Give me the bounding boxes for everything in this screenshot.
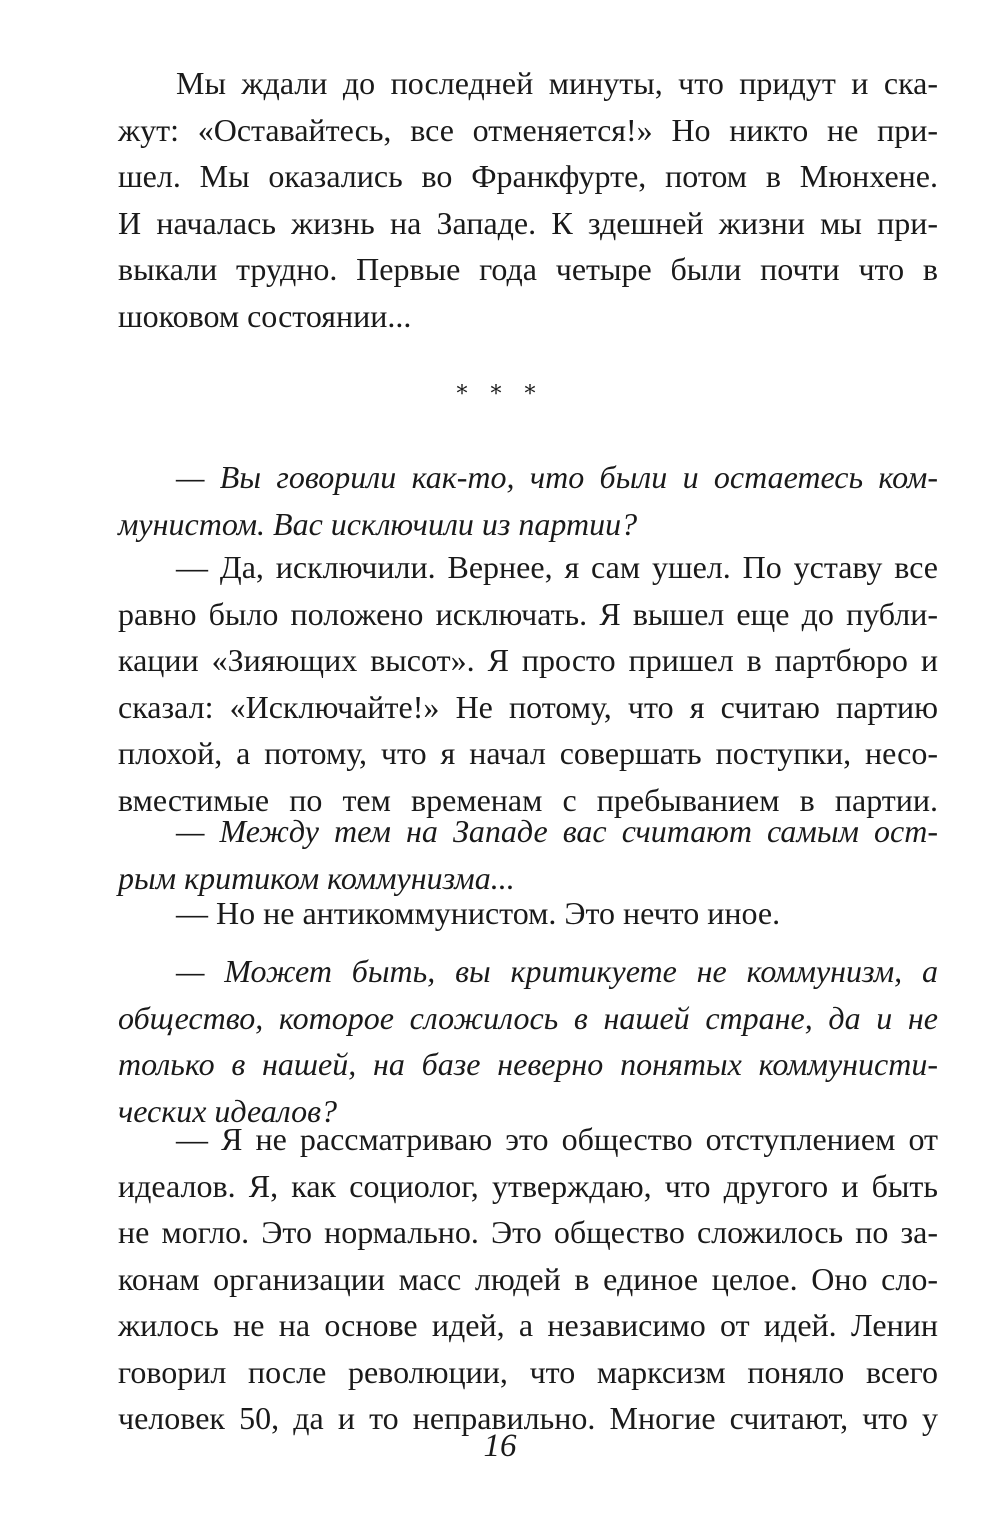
text-line: выкали трудно. Первые года четыре были почти что в [118, 251, 938, 287]
paragraph-intro [118, 60, 938, 339]
question-1 [118, 454, 938, 547]
text-line: — Но не антикоммунистом. Это нечто иное. [176, 895, 781, 931]
question-2 [118, 808, 938, 901]
text-line: не могло. Это нормально. Это общество сложилось по за- [118, 1214, 938, 1250]
text-line: человек 50, да и то неправильно. Многие считают, что у [118, 1400, 938, 1436]
text-line: плохой, а потому, что я начал совершать поступки, несо- [118, 735, 938, 771]
text-line: жут: «Оставайтесь, все отменяется!» Но никто не при- [118, 111, 938, 148]
page-number: 16 [483, 1428, 517, 1464]
text-line: вместимые по тем временам с пребыванием в партии. [118, 781, 938, 818]
text-line: кации «Зияющих высот». Я просто пришел в партбюро и [118, 642, 938, 678]
text-line: Мы ждали до последней минуты, что придут и ска- [176, 65, 938, 101]
text-line: — Вы говорили как-то, что были и остаетесь ком- [176, 459, 938, 495]
answer-2 [118, 890, 938, 937]
text-line: идеалов. Я, как социолог, утверждаю, что другого и быть [118, 1167, 938, 1204]
text-line: конам организации масс людей в единое целое. Оно сло- [118, 1260, 938, 1297]
text-line: общество, которое сложилось в нашей стране, да и не [118, 999, 938, 1036]
section-separator: * * * [456, 382, 544, 407]
text-line: говорил после революции, что марксизм поняло всего [118, 1353, 938, 1390]
text-line: сказал: «Исключайте!» Не потому, что я считаю партию [118, 688, 938, 725]
text-line: только в нашей, на базе неверно понятых коммунисти- [118, 1046, 938, 1082]
text-line: — Между тем на Западе вас считают самым ост- [176, 813, 938, 849]
text-line: жилось не на основе идей, а независимо от идей. Ленин [118, 1307, 938, 1343]
text-line: рым критиком коммунизма... [118, 859, 515, 896]
text-line: шоковом состоянии... [118, 297, 412, 334]
text-line: И началась жизнь на Западе. К здешней жизни мы при- [118, 204, 938, 241]
question-3 [118, 948, 938, 1134]
answer-1 [118, 544, 938, 823]
text-line: — Да, исключили. Вернее, я сам ушел. По уставу все [176, 549, 938, 585]
text-line: — Может быть, вы критикуете не коммунизм, а [176, 953, 938, 989]
text-line: ческих идеалов? [118, 1092, 338, 1129]
text-line: равно было положено исключать. Я вышел еще до публи- [118, 595, 938, 632]
text-line: — Я не рассматриваю это общество отступлением от [176, 1121, 938, 1157]
answer-3 [118, 1116, 938, 1442]
text-line: шел. Мы оказались во Франкфурте, потом в Мюнхене. [118, 158, 938, 194]
text-line: мунистом. Вас исключили из партии? [118, 505, 638, 542]
